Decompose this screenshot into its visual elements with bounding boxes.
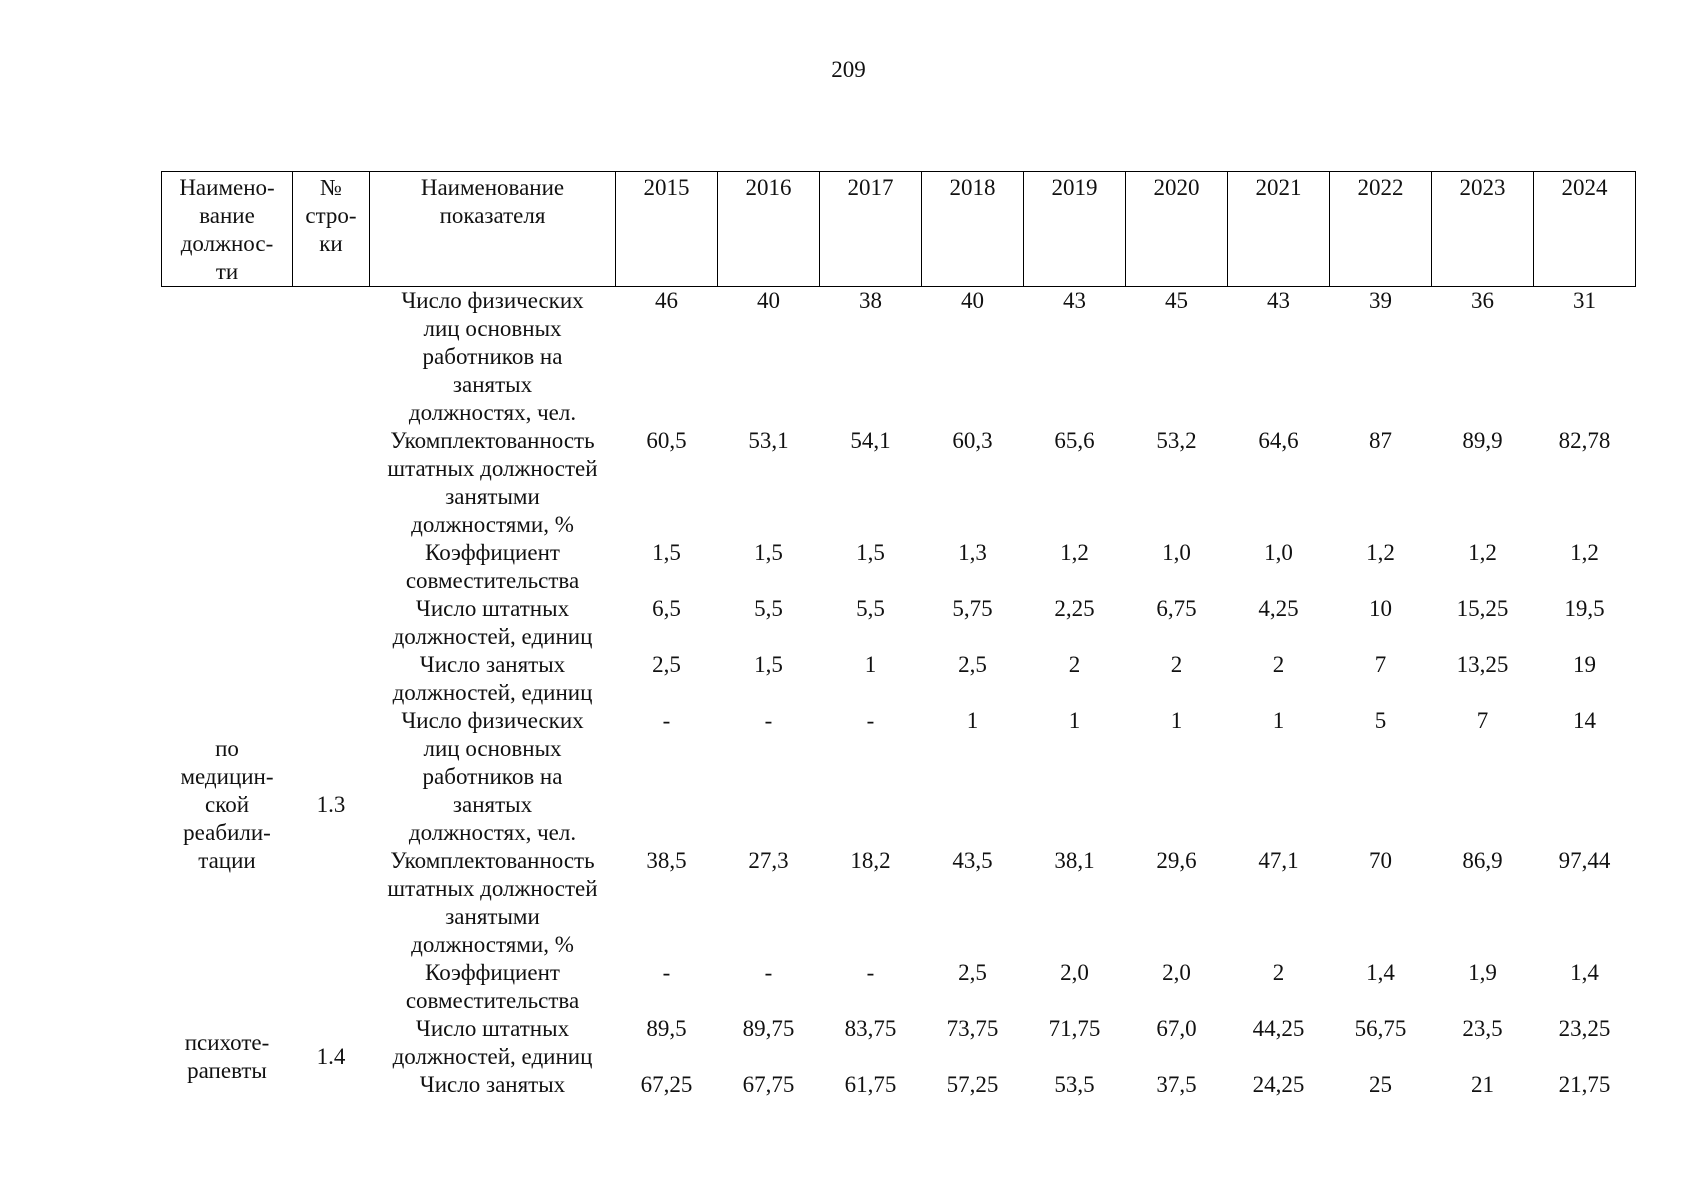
table-row bbox=[162, 959, 1636, 1015]
value-cell: 44,25 bbox=[1252, 1016, 1305, 1041]
staffing-table-container bbox=[161, 171, 1636, 1099]
value-cell: 5,75 bbox=[952, 596, 993, 621]
value-cell: 1,9 bbox=[1468, 960, 1497, 985]
value-cell: 10 bbox=[1369, 596, 1392, 621]
header-year: 2019 bbox=[1024, 172, 1126, 287]
value-cell: 71,75 bbox=[1048, 1016, 1101, 1041]
value-cell: 37,5 bbox=[1156, 1072, 1197, 1097]
value-cell: 47,1 bbox=[1258, 848, 1299, 873]
indicator-name-cell: Число занятых bbox=[419, 1072, 566, 1097]
value-cell: 2,5 bbox=[958, 960, 987, 985]
value-cell: 19 bbox=[1573, 652, 1596, 677]
value-cell: 65,6 bbox=[1054, 428, 1095, 453]
value-cell: 56,75 bbox=[1354, 1016, 1407, 1041]
value-cell: 2,25 bbox=[1054, 596, 1095, 621]
value-cell: 18,2 bbox=[850, 848, 891, 873]
value-cell: 25 bbox=[1369, 1072, 1392, 1097]
header-row bbox=[162, 172, 1636, 287]
table-row bbox=[162, 707, 1636, 847]
value-cell: - bbox=[662, 960, 671, 985]
page-number: 209 bbox=[831, 57, 866, 82]
table-row bbox=[162, 847, 1636, 959]
value-cell: 14 bbox=[1573, 708, 1596, 733]
value-cell: 21,75 bbox=[1558, 1072, 1611, 1097]
header-year: 2024 bbox=[1534, 172, 1636, 287]
value-cell: 53,5 bbox=[1054, 1072, 1095, 1097]
row-number-cell: 1.4 bbox=[316, 1044, 346, 1069]
value-cell: 45 bbox=[1165, 288, 1188, 313]
value-cell: 27,3 bbox=[748, 848, 789, 873]
value-cell: 67,0 bbox=[1156, 1016, 1197, 1041]
value-cell: 13,25 bbox=[1456, 652, 1509, 677]
value-cell: 82,78 bbox=[1558, 428, 1611, 453]
value-cell: - bbox=[866, 708, 875, 733]
value-cell: 1,5 bbox=[754, 652, 783, 677]
staffing-table bbox=[161, 171, 1636, 1099]
value-cell: 2,5 bbox=[958, 652, 987, 677]
value-cell: 6,75 bbox=[1156, 596, 1197, 621]
value-cell: 1 bbox=[1272, 708, 1285, 733]
value-cell: 83,75 bbox=[844, 1016, 897, 1041]
value-cell: 61,75 bbox=[844, 1072, 897, 1097]
value-cell: 1,0 bbox=[1162, 540, 1191, 565]
header-year: 2016 bbox=[718, 172, 820, 287]
value-cell: 57,25 bbox=[946, 1072, 999, 1097]
indicator-name-cell: Укомплектованность штатных должностей занятыми должностями, % bbox=[387, 428, 598, 537]
value-cell: - bbox=[866, 960, 875, 985]
value-cell: 73,75 bbox=[946, 1016, 999, 1041]
value-cell: 36 bbox=[1471, 288, 1494, 313]
header-row-number: № стро- ки bbox=[293, 172, 370, 287]
value-cell: 1,5 bbox=[754, 540, 783, 565]
value-cell: 43 bbox=[1267, 288, 1290, 313]
value-cell: 2 bbox=[1272, 652, 1285, 677]
value-cell: 21 bbox=[1471, 1072, 1494, 1097]
value-cell: 2,0 bbox=[1060, 960, 1089, 985]
value-cell: 23,5 bbox=[1462, 1016, 1503, 1041]
value-cell: 38,1 bbox=[1054, 848, 1095, 873]
table-row bbox=[162, 1015, 1636, 1071]
value-cell: 40 bbox=[961, 288, 984, 313]
value-cell: 24,25 bbox=[1252, 1072, 1305, 1097]
value-cell: 97,44 bbox=[1558, 848, 1611, 873]
table-row bbox=[162, 287, 1636, 428]
value-cell: 1,2 bbox=[1570, 540, 1599, 565]
value-cell: 15,25 bbox=[1456, 596, 1509, 621]
value-cell: 1,3 bbox=[958, 540, 987, 565]
value-cell: 46 bbox=[655, 288, 678, 313]
value-cell: 1 bbox=[966, 708, 979, 733]
value-cell: 54,1 bbox=[850, 428, 891, 453]
value-cell: 1,0 bbox=[1264, 540, 1293, 565]
value-cell: 7 bbox=[1374, 652, 1387, 677]
indicator-name-cell: Коэффициент совместительства bbox=[405, 540, 580, 593]
value-cell: 2 bbox=[1170, 652, 1183, 677]
header-year: 2018 bbox=[922, 172, 1024, 287]
header-position: Наимено- вание должнос- ти bbox=[162, 172, 293, 287]
value-cell: 1,4 bbox=[1366, 960, 1395, 985]
header-year: 2017 bbox=[820, 172, 922, 287]
value-cell: 86,9 bbox=[1462, 848, 1503, 873]
table-row bbox=[162, 1071, 1636, 1099]
position-name-cell: психоте- рапевты bbox=[184, 1030, 270, 1083]
value-cell: 64,6 bbox=[1258, 428, 1299, 453]
indicator-name-cell: Число штатных должностей, единиц bbox=[392, 1016, 593, 1069]
value-cell: - bbox=[764, 960, 773, 985]
table-row bbox=[162, 595, 1636, 651]
value-cell: 60,5 bbox=[646, 428, 687, 453]
value-cell: 1 bbox=[1068, 708, 1081, 733]
value-cell: - bbox=[764, 708, 773, 733]
row-number-cell: 1.3 bbox=[316, 792, 346, 817]
value-cell: 2 bbox=[1272, 960, 1285, 985]
value-cell: 2,0 bbox=[1162, 960, 1191, 985]
indicator-name-cell: Коэффициент совместительства bbox=[405, 960, 580, 1013]
value-cell: 1,4 bbox=[1570, 960, 1599, 985]
indicator-name-cell: Число физических лиц основных работников на занятых должностях, чел. bbox=[401, 288, 584, 425]
header-year: 2015 bbox=[616, 172, 718, 287]
value-cell: 1,5 bbox=[856, 540, 885, 565]
indicator-name-cell: Число штатных должностей, единиц bbox=[392, 596, 593, 649]
value-cell: 2,5 bbox=[652, 652, 681, 677]
header-year: 2023 bbox=[1432, 172, 1534, 287]
value-cell: 89,5 bbox=[646, 1016, 687, 1041]
indicator-name-cell: Укомплектованность штатных должностей занятыми должностями, % bbox=[387, 848, 598, 957]
value-cell: 38 bbox=[859, 288, 882, 313]
value-cell: 53,1 bbox=[748, 428, 789, 453]
value-cell: 89,9 bbox=[1462, 428, 1503, 453]
row-number-cell bbox=[293, 287, 370, 596]
table-body bbox=[162, 287, 1636, 1100]
value-cell: 19,5 bbox=[1564, 596, 1605, 621]
value-cell: 1 bbox=[864, 652, 877, 677]
value-cell: 31 bbox=[1573, 288, 1596, 313]
value-cell: 87 bbox=[1369, 428, 1392, 453]
value-cell: 1,2 bbox=[1366, 540, 1395, 565]
value-cell: 39 bbox=[1369, 288, 1392, 313]
header-year: 2020 bbox=[1126, 172, 1228, 287]
position-name-cell: по медицин- ской реабили- тации bbox=[180, 736, 274, 873]
table-row bbox=[162, 539, 1636, 595]
indicator-name-cell: Число физических лиц основных работников на занятых должностях, чел. bbox=[401, 708, 584, 845]
value-cell: 40 bbox=[757, 288, 780, 313]
value-cell: 43 bbox=[1063, 288, 1086, 313]
value-cell: 1,5 bbox=[652, 540, 681, 565]
header-year: 2021 bbox=[1228, 172, 1330, 287]
value-cell: - bbox=[662, 708, 671, 733]
indicator-name-cell: Число занятых должностей, единиц bbox=[392, 652, 593, 705]
value-cell: 38,5 bbox=[646, 848, 687, 873]
value-cell: 5,5 bbox=[856, 596, 885, 621]
value-cell: 5,5 bbox=[754, 596, 783, 621]
value-cell: 29,6 bbox=[1156, 848, 1197, 873]
table-row bbox=[162, 427, 1636, 539]
value-cell: 4,25 bbox=[1258, 596, 1299, 621]
value-cell: 6,5 bbox=[652, 596, 681, 621]
value-cell: 60,3 bbox=[952, 428, 993, 453]
value-cell: 1,2 bbox=[1468, 540, 1497, 565]
value-cell: 67,75 bbox=[742, 1072, 795, 1097]
value-cell: 70 bbox=[1369, 848, 1392, 873]
value-cell: 43,5 bbox=[952, 848, 993, 873]
value-cell: 1,2 bbox=[1060, 540, 1089, 565]
value-cell: 2 bbox=[1068, 652, 1081, 677]
value-cell: 7 bbox=[1476, 708, 1489, 733]
position-name-cell bbox=[162, 287, 293, 596]
value-cell: 1 bbox=[1170, 708, 1183, 733]
value-cell: 89,75 bbox=[742, 1016, 795, 1041]
header-year: 2022 bbox=[1330, 172, 1432, 287]
value-cell: 23,25 bbox=[1558, 1016, 1611, 1041]
value-cell: 53,2 bbox=[1156, 428, 1197, 453]
value-cell: 67,25 bbox=[640, 1072, 693, 1097]
table-row bbox=[162, 651, 1636, 707]
header-indicator: Наименование показателя bbox=[370, 172, 616, 287]
value-cell: 5 bbox=[1374, 708, 1387, 733]
